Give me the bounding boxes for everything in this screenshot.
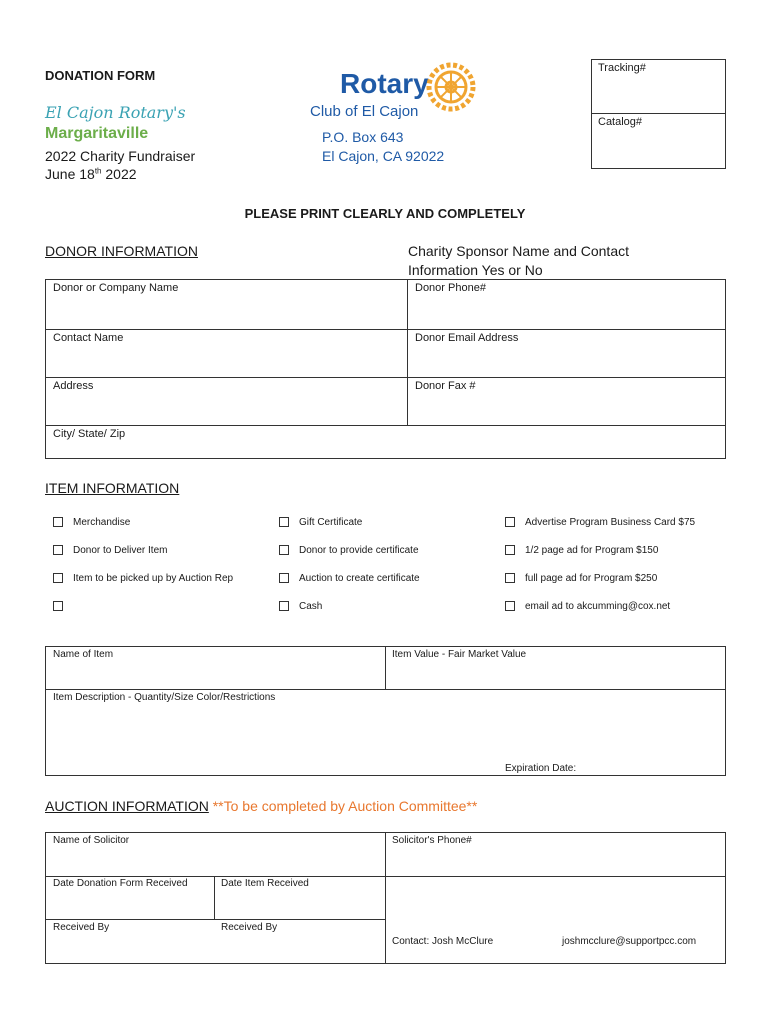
item-value-field[interactable]: Item Value - Fair Market Value (392, 649, 527, 660)
checkbox-icon[interactable] (279, 601, 289, 611)
checkbox-icon[interactable] (53, 601, 63, 611)
option-half-page-ad[interactable]: 1/2 page ad for Program $150 (505, 545, 658, 556)
tracking-box (591, 59, 726, 169)
received-by-field-2[interactable]: Received By (221, 922, 278, 933)
checkbox-icon[interactable] (53, 573, 63, 583)
auction-note: **To be completed by Auction Committee** (212, 798, 478, 814)
event-name-line1: El Cajon Rotary's (45, 103, 186, 122)
option-auction-certificate[interactable]: Auction to create certificate (279, 573, 420, 584)
donor-fax-field[interactable]: Donor Fax # (415, 380, 476, 392)
checkbox-icon[interactable] (505, 573, 515, 583)
received-by-field-1[interactable]: Received By (53, 922, 110, 933)
form-title: DONATION FORM (45, 68, 156, 83)
address-line2: El Cajon, CA 92022 (322, 148, 445, 164)
donor-section-title: DONOR INFORMATION (45, 243, 198, 259)
option-business-card-ad[interactable]: Advertise Program Business Card $75 (505, 517, 695, 528)
option-full-page-ad[interactable]: full page ad for Program $250 (505, 573, 657, 584)
option-donor-deliver[interactable]: Donor to Deliver Item (53, 545, 167, 556)
option-merchandise[interactable]: Merchandise (53, 517, 130, 528)
rotary-wordmark: Rotary (340, 68, 429, 99)
auction-section-title: AUCTION INFORMATION (45, 798, 209, 814)
item-description-field[interactable]: Item Description - Quantity/Size Color/Restrictions (53, 692, 276, 703)
city-state-zip-field[interactable]: City/ State/ Zip (53, 428, 126, 440)
option-donor-certificate[interactable]: Donor to provide certificate (279, 545, 419, 556)
checkbox-icon[interactable] (505, 517, 515, 527)
tracking-label: Tracking# (598, 62, 646, 74)
option-gift-certificate[interactable]: Gift Certificate (279, 517, 362, 528)
expiration-date-field[interactable]: Expiration Date: (505, 763, 577, 774)
sponsor-question-line1: Charity Sponsor Name and Contact (408, 243, 629, 259)
checkbox-icon[interactable] (53, 545, 63, 555)
checkbox-icon[interactable] (279, 573, 289, 583)
option-pickup[interactable]: Item to be picked up by Auction Rep (53, 573, 233, 584)
fundraiser-title: 2022 Charity Fundraiser (45, 148, 196, 164)
contact-name: Contact: Josh McClure (392, 936, 494, 947)
event-name-line2: Margaritaville (45, 125, 149, 142)
donor-phone-field[interactable]: Donor Phone# (415, 282, 486, 294)
club-name: Club of El Cajon (310, 103, 419, 120)
checkbox-icon[interactable] (505, 601, 515, 611)
option-email-ad[interactable]: email ad to akcumming@cox.net (505, 601, 670, 612)
event-date: June 18th 2022 (45, 166, 137, 182)
item-section-title: ITEM INFORMATION (45, 480, 180, 496)
donor-email-field[interactable]: Donor Email Address (415, 332, 519, 344)
sponsor-question-line2: Information Yes or No (408, 262, 543, 278)
date-item-received-field[interactable]: Date Item Received (221, 878, 309, 889)
checkbox-icon[interactable] (279, 545, 289, 555)
checkbox-icon[interactable] (505, 545, 515, 555)
checkbox-icon[interactable] (279, 517, 289, 527)
contact-name-field[interactable]: Contact Name (53, 332, 124, 344)
donor-table (45, 279, 726, 459)
print-instruction: PLEASE PRINT CLEARLY AND COMPLETELY (244, 206, 526, 221)
item-name-field[interactable]: Name of Item (53, 649, 114, 660)
checkbox-icon[interactable] (53, 517, 63, 527)
solicitor-name-field[interactable]: Name of Solicitor (53, 835, 130, 846)
donor-company-field[interactable]: Donor or Company Name (53, 282, 179, 294)
contact-email: joshmcclure@supportpcc.com (562, 936, 697, 947)
rotary-wheel-icon (424, 60, 478, 114)
solicitor-phone-field[interactable]: Solicitor's Phone# (392, 835, 472, 846)
catalog-label: Catalog# (598, 116, 643, 128)
auction-section-heading (45, 798, 477, 814)
option-blank[interactable] (53, 601, 73, 612)
address-field[interactable]: Address (53, 380, 94, 392)
date-form-received-field[interactable]: Date Donation Form Received (53, 878, 188, 889)
option-cash[interactable]: Cash (279, 601, 322, 612)
address-line1: P.O. Box 643 (322, 129, 404, 145)
